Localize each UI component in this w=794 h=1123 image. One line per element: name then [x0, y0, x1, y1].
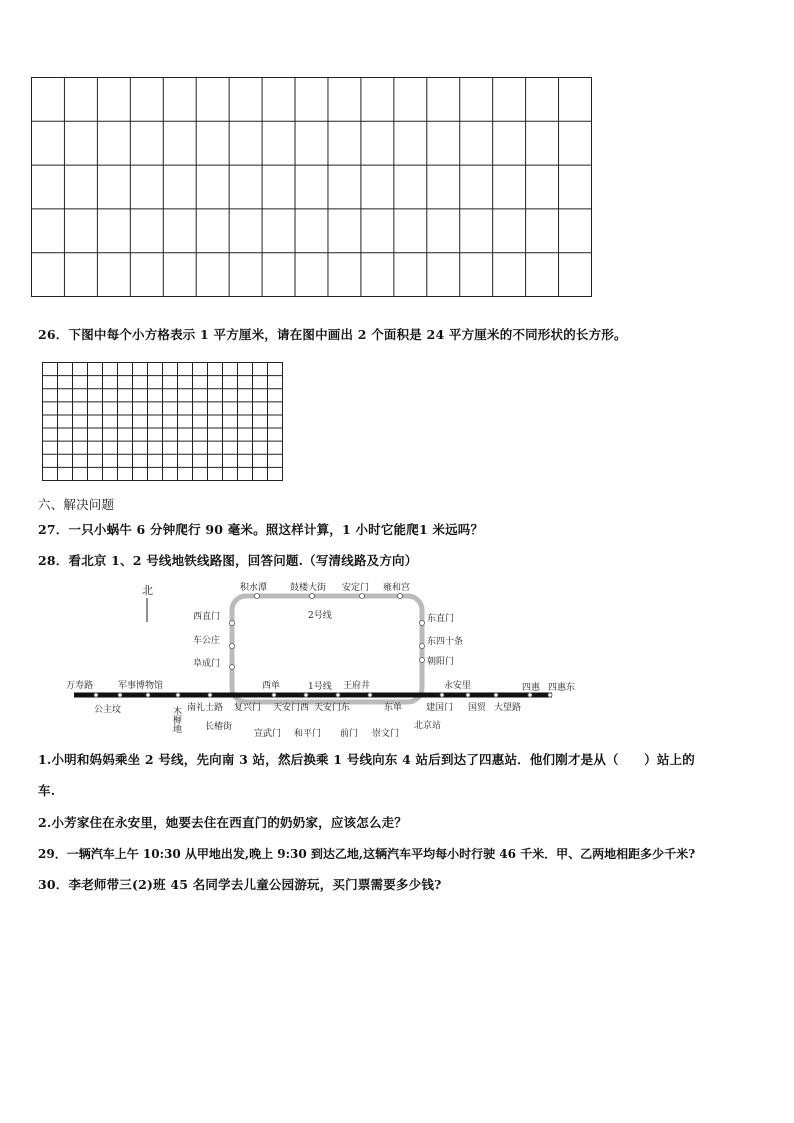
- question-26-number: 26．: [38, 327, 69, 342]
- station-xidan: 西单: [262, 681, 281, 691]
- station-chongwenmen: 崇文门: [372, 729, 400, 738]
- section-6-title: 六、解决问题: [38, 497, 115, 512]
- station-dongsishitiao: 东四十条: [427, 637, 464, 647]
- station-sihui: 四惠: [522, 683, 541, 693]
- station-hepingmen: 和平门: [294, 729, 322, 738]
- station-dongzhimen: 东直门: [427, 614, 455, 624]
- station-changchunjie: 长椿街: [205, 722, 233, 732]
- question-28-1-text: 1.小明和妈妈乘坐 2 号线，先向南 3 站，然后换乘 1 号线向东 4 站后到达了四惠站．他们刚才是从（ ）站上的: [38, 752, 695, 767]
- station-nanlishilu: 南礼士路: [187, 703, 224, 713]
- station-yonghegong: 雍和宫: [383, 583, 411, 593]
- question-28-1: [38, 752, 695, 768]
- station-xuanwumen: 宣武门: [254, 729, 282, 738]
- question-27-number: 27．: [38, 522, 69, 537]
- question-30-text: 李老师带三(2)班 45 名同学去儿童公园游玩，买门票需要多少钱?: [68, 877, 442, 892]
- top-grid: [31, 77, 593, 299]
- station-tiananmen-west: 天安门西: [273, 703, 310, 713]
- station-tiananmen-east: 天安门东: [314, 703, 351, 713]
- question-29: [38, 846, 695, 862]
- station-dawanglu: 大望路: [494, 703, 522, 713]
- station-gulou-dajie: 鼓楼大街: [290, 583, 327, 593]
- question-30-number: 30．: [38, 877, 69, 892]
- station-dongdan: 东单: [384, 703, 403, 713]
- station-fuchengmen: 阜成门: [193, 659, 221, 669]
- question-28-number: 28．: [38, 553, 69, 568]
- question-28-1-cont-text: 车.: [38, 783, 56, 798]
- station-andingmen: 安定门: [342, 583, 370, 593]
- station-sihuidong: 四惠东: [548, 683, 576, 693]
- question-28-2: [38, 815, 407, 831]
- question-30: [38, 877, 442, 893]
- north-label: 北: [142, 584, 153, 597]
- station-qianmen: 前门: [340, 729, 359, 738]
- question-26-text: 下图中每个小方格表示 1 平方厘米，请在图中画出 2 个面积是 24 平方厘米的不同形状的长方形。: [68, 327, 627, 342]
- station-wangfujing: 王府井: [343, 681, 371, 691]
- station-yonganli: 永安里: [444, 681, 472, 691]
- station-xizhimen: 西直门: [193, 612, 221, 622]
- station-muxidi: 木樨地: [171, 706, 181, 733]
- station-chaoyangmen: 朝阳门: [427, 657, 455, 667]
- question-28-text: 看北京 1、2 号线地铁线路图，回答问题.（写清线路及方向）: [68, 553, 418, 568]
- station-gongzhufen: 公主坟: [94, 705, 122, 715]
- question-29-text: 一辆汽车上午 10:30 从甲地出发,晚上 9:30 到达乙地,这辆汽车平均每小时行驶 46 千米．甲、乙两地相距多少千米?: [66, 847, 696, 861]
- station-fuxingmen: 复兴门: [234, 703, 262, 713]
- station-jianguomen: 建国门: [426, 703, 454, 713]
- question-26: [38, 327, 627, 343]
- station-jishuitan: 积水潭: [240, 583, 268, 593]
- station-beijing-zhan: 北京站: [414, 721, 442, 731]
- station-guomao: 国贸: [468, 703, 487, 713]
- station-junshi-bowuguan: 军事博物馆: [118, 681, 164, 691]
- question-27: [38, 522, 483, 538]
- station-wanshoulu: 万寿路: [66, 681, 94, 691]
- question-27-text: 一只小蜗牛 6 分钟爬行 90 毫米。照这样计算，1 小时它能爬1 米远吗？: [68, 522, 484, 537]
- small-grid: [42, 362, 284, 482]
- question-28-2-text: 2.小芳家住在永安里，她要去住在西直门的奶奶家，应该怎么走？: [38, 815, 408, 830]
- question-28: [38, 553, 417, 569]
- line-2-label: 2号线: [308, 611, 332, 621]
- question-28-1-cont: [38, 783, 55, 799]
- line-1-label: 1号线: [308, 682, 332, 692]
- station-chegongzhuang: 车公庄: [193, 636, 221, 646]
- metro-map: [60, 578, 580, 738]
- question-29-number: 29．: [38, 847, 67, 861]
